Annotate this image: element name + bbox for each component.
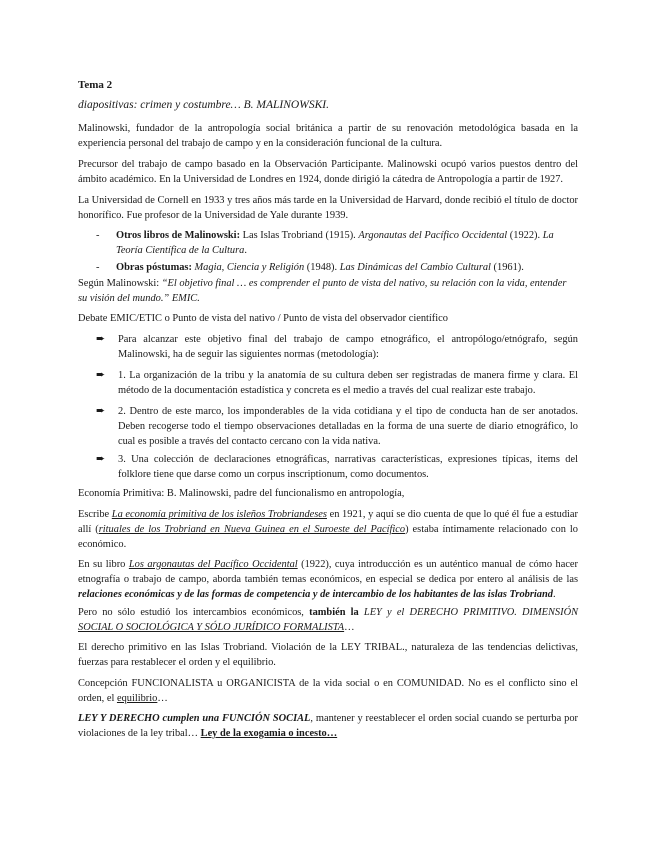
paragraph-precursor: Precursor del trabajo de campo basado en la Observación Participante. Malinowski ocupó varios puestos dentro del ámbito académico. En la Universidad de Londres en 1924, donde dirigió la cátedra de Antropología a partir de 1927. bbox=[78, 159, 578, 185]
paragraph-escribe: Escribe La economía primitiva de los isleños Trobriandeses en 1921, y aquí se dio cuenta de que lo qué él fue a estudiar allí (rituales de los Trobriand en Nueva Guinea en el Suroeste del Pacífico) estaba íntimamente relacionado con lo económico. bbox=[78, 509, 578, 550]
list-item-other-books: - Otros libros de Malinowski: Las Islas Trobriand (1915). Argonautas del Pacífico Occidental (1922). La Teoría Científica de la Cultura. bbox=[96, 230, 554, 256]
paragraph-intro: Malinowski, fundador de la antropología social británica a partir de su renovación metodológica basada en la experiencia personal del trabajo de campo y en la consideración funcional de la cultura. bbox=[78, 123, 578, 149]
dash-marker: - bbox=[96, 230, 100, 241]
paragraph-economy-heading: Economía Primitiva: B. Malinowski, padre del funcionalismo en antropología, bbox=[78, 488, 405, 499]
paragraph-concepcion: Concepción FUNCIONALISTA u ORGANICISTA de la vida social o en COMUNIDAD. No es el conflicto sino el orden, el equilibrio… bbox=[78, 678, 578, 704]
page-subtitle: diapositivas: crimen y costumbre… B. MALINOWSKI. bbox=[78, 99, 329, 111]
paragraph-ley: LEY Y DERECHO cumplen una FUNCIÓN SOCIAL, mantener y reestablecer el orden social cuando se perturba por violaciones de la ley tribal… Ley de la exogamia o incesto… bbox=[78, 713, 578, 739]
paragraph-quote: Según Malinowski: “El objetivo final … es comprender el punto de vista del nativo, su relación con la vida, entender su visión del mundo.” EMIC. bbox=[78, 278, 567, 304]
paragraph-universities: La Universidad de Cornell en 1933 y tres años más tarde en la Universidad de Harvard, donde recibió el título de doctor honorífico. Fue profesor de la Universidad de Yale durante 1939. bbox=[78, 195, 578, 221]
malinowski-quote: “El objetivo final … es comprender el punto de vista del nativo, su relación con la vida, entender su visión del mundo.” bbox=[78, 278, 567, 304]
books-list bbox=[96, 228, 578, 277]
arrow-bullet-icon: ➨ bbox=[96, 333, 106, 345]
paragraph-debate: Debate EMIC/ETIC o Punto de vista del nativo / Punto de vista del observador científico bbox=[78, 313, 448, 324]
arrow-bullet-icon: ➨ bbox=[96, 405, 106, 417]
arrow-bullet-icon: ➨ bbox=[96, 369, 106, 381]
paragraph-argonautas: En su libro Los argonautas del Pacífico Occidental (1922), cuya introducción es un auténtico manual de cómo hacer etnografía o trabajo de campo, aborda también temas económicos, en especial se dedica por entero al análisis de las relaciones económicas y de las formas de competencia y de intercambio de los habitantes de las islas Trobriand. bbox=[78, 559, 579, 600]
book-title: Los argonautas del Pacífico Occidental bbox=[128, 559, 298, 570]
page-title: Tema 2 bbox=[78, 79, 113, 91]
paragraph-pero: Pero no sólo estudió los intercambios económicos, también la LEY y el DERECHO PRIMITIVO. DIMENSIÓN SOCIAL O SOCIOLÓGICA Y SÓLO JURÍDICO FORMALISTA… bbox=[78, 607, 578, 633]
list-item-posthumous: - Obras póstumas: Magia, Ciencia y Religión (1948). Las Dinámicas del Cambio Cultural (1961). bbox=[96, 262, 524, 273]
list-item-method: ➨ 3. Una colección de declaraciones etnográficas, narrativas características, expresiones típicas, items del folklore tiene que darse como un corpus inscriptionum, como documentos. bbox=[96, 453, 578, 480]
list-item-method: ➨ 1. La organización de la tribu y la anatomía de su cultura deben ser registradas de manera firme y clara. El método de la documentación estadística y concreta es el medio a través del cual realizar este trabajo. bbox=[96, 369, 578, 396]
arrow-bullet-icon: ➨ bbox=[96, 453, 106, 465]
book-title: La economía primitiva de los isleños Trobriandeses bbox=[111, 509, 327, 520]
list-item-method: ➨ 2. Dentro de este marco, los imponderables de la vida cotidiana y el tipo de conducta han de ser anotados. Deben recogerse todo el tiempo observaciones detalladas en la forma de una suerte de diario etnográfico, lo cual es posible a través del contacto cercano con la vida nativa. bbox=[96, 405, 578, 447]
dash-marker: - bbox=[96, 262, 100, 273]
list-item-method: ➨ Para alcanzar este objetivo final del trabajo de campo etnográfico, el antropólogo/etnógrafo, según Malinowski, ha de seguir las siguientes normas (metodología): bbox=[96, 333, 578, 360]
paragraph-derecho: El derecho primitivo en las Islas Trobriand. Violación de la LEY TRIBAL., naturaleza de las tendencias delictivas, fuerzas para restablecer el orden y el equilibrio. bbox=[78, 642, 578, 668]
